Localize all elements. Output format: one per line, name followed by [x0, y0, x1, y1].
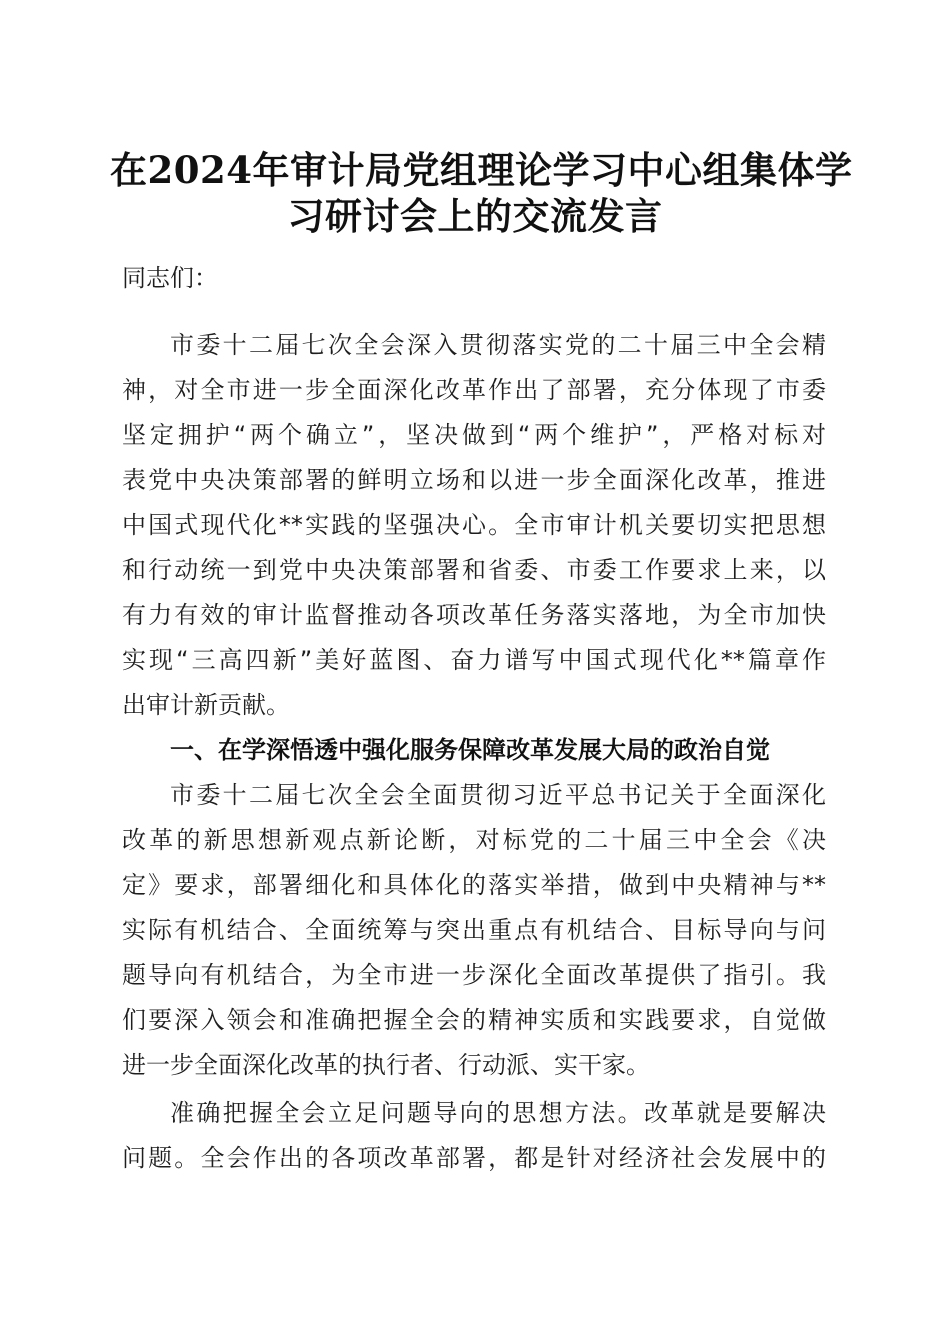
- paragraph-2-line: 们要深入领会和准确把握全会的精神实质和实践要求，自觉做: [122, 1006, 826, 1034]
- paragraph-2-line: 实际有机结合、全面统筹与突出重点有机结合、目标导向与问: [122, 916, 826, 944]
- paragraph-1-line: 实现“三高四新”美好蓝图、奋力谱写中国式现代化**篇章作: [122, 646, 826, 674]
- paragraph-3-line: 准确把握全会立足问题导向的思想方法。改革就是要解决: [170, 1099, 826, 1127]
- paragraph-2-line: 进一步全面深化改革的执行者、行动派、实干家。: [122, 1051, 650, 1079]
- paragraph-1-line: 中国式现代化**实践的坚强决心。全市审计机关要切实把思想: [122, 511, 826, 539]
- paragraph-3-line: 问题。全会作出的各项改革部署，都是针对经济社会发展中的: [122, 1144, 826, 1172]
- paragraph-1-line: 有力有效的审计监督推动各项改革任务落实落地，为全市加快: [122, 601, 826, 629]
- document-title-line-2: 习研讨会上的交流发言: [287, 194, 663, 238]
- paragraph-1-line: 市委十二届七次全会深入贯彻落实党的二十届三中全会精: [170, 331, 826, 359]
- paragraph-1-line: 出审计新贡献。: [122, 691, 290, 719]
- document-title-line-1: 在2024年审计局党组理论学习中心组集体学: [110, 148, 853, 192]
- paragraph-2-line: 题导向有机结合，为全市进一步深化全面改革提供了指引。我: [122, 961, 826, 989]
- section-heading-1: 一、在学深悟透中强化服务保障改革发展大局的政治自觉: [170, 736, 770, 764]
- paragraph-1-line: 坚定拥护“两个确立”，坚决做到“两个维护”，严格对标对: [122, 421, 826, 449]
- paragraph-2-line: 改革的新思想新观点新论断，对标党的二十届三中全会《决: [122, 826, 826, 854]
- salutation: 同志们：: [122, 264, 218, 292]
- paragraph-2-line: 市委十二届七次全会全面贯彻习近平总书记关于全面深化: [170, 781, 826, 809]
- paragraph-2-line: 定》要求，部署细化和具体化的落实举措，做到中央精神与**: [122, 871, 826, 899]
- paragraph-1-line: 神，对全市进一步全面深化改革作出了部署，充分体现了市委: [122, 376, 826, 404]
- paragraph-1-line: 表党中央决策部署的鲜明立场和以进一步全面深化改革，推进: [122, 466, 826, 494]
- paragraph-1-line: 和行动统一到党中央决策部署和省委、市委工作要求上来，以: [122, 556, 826, 584]
